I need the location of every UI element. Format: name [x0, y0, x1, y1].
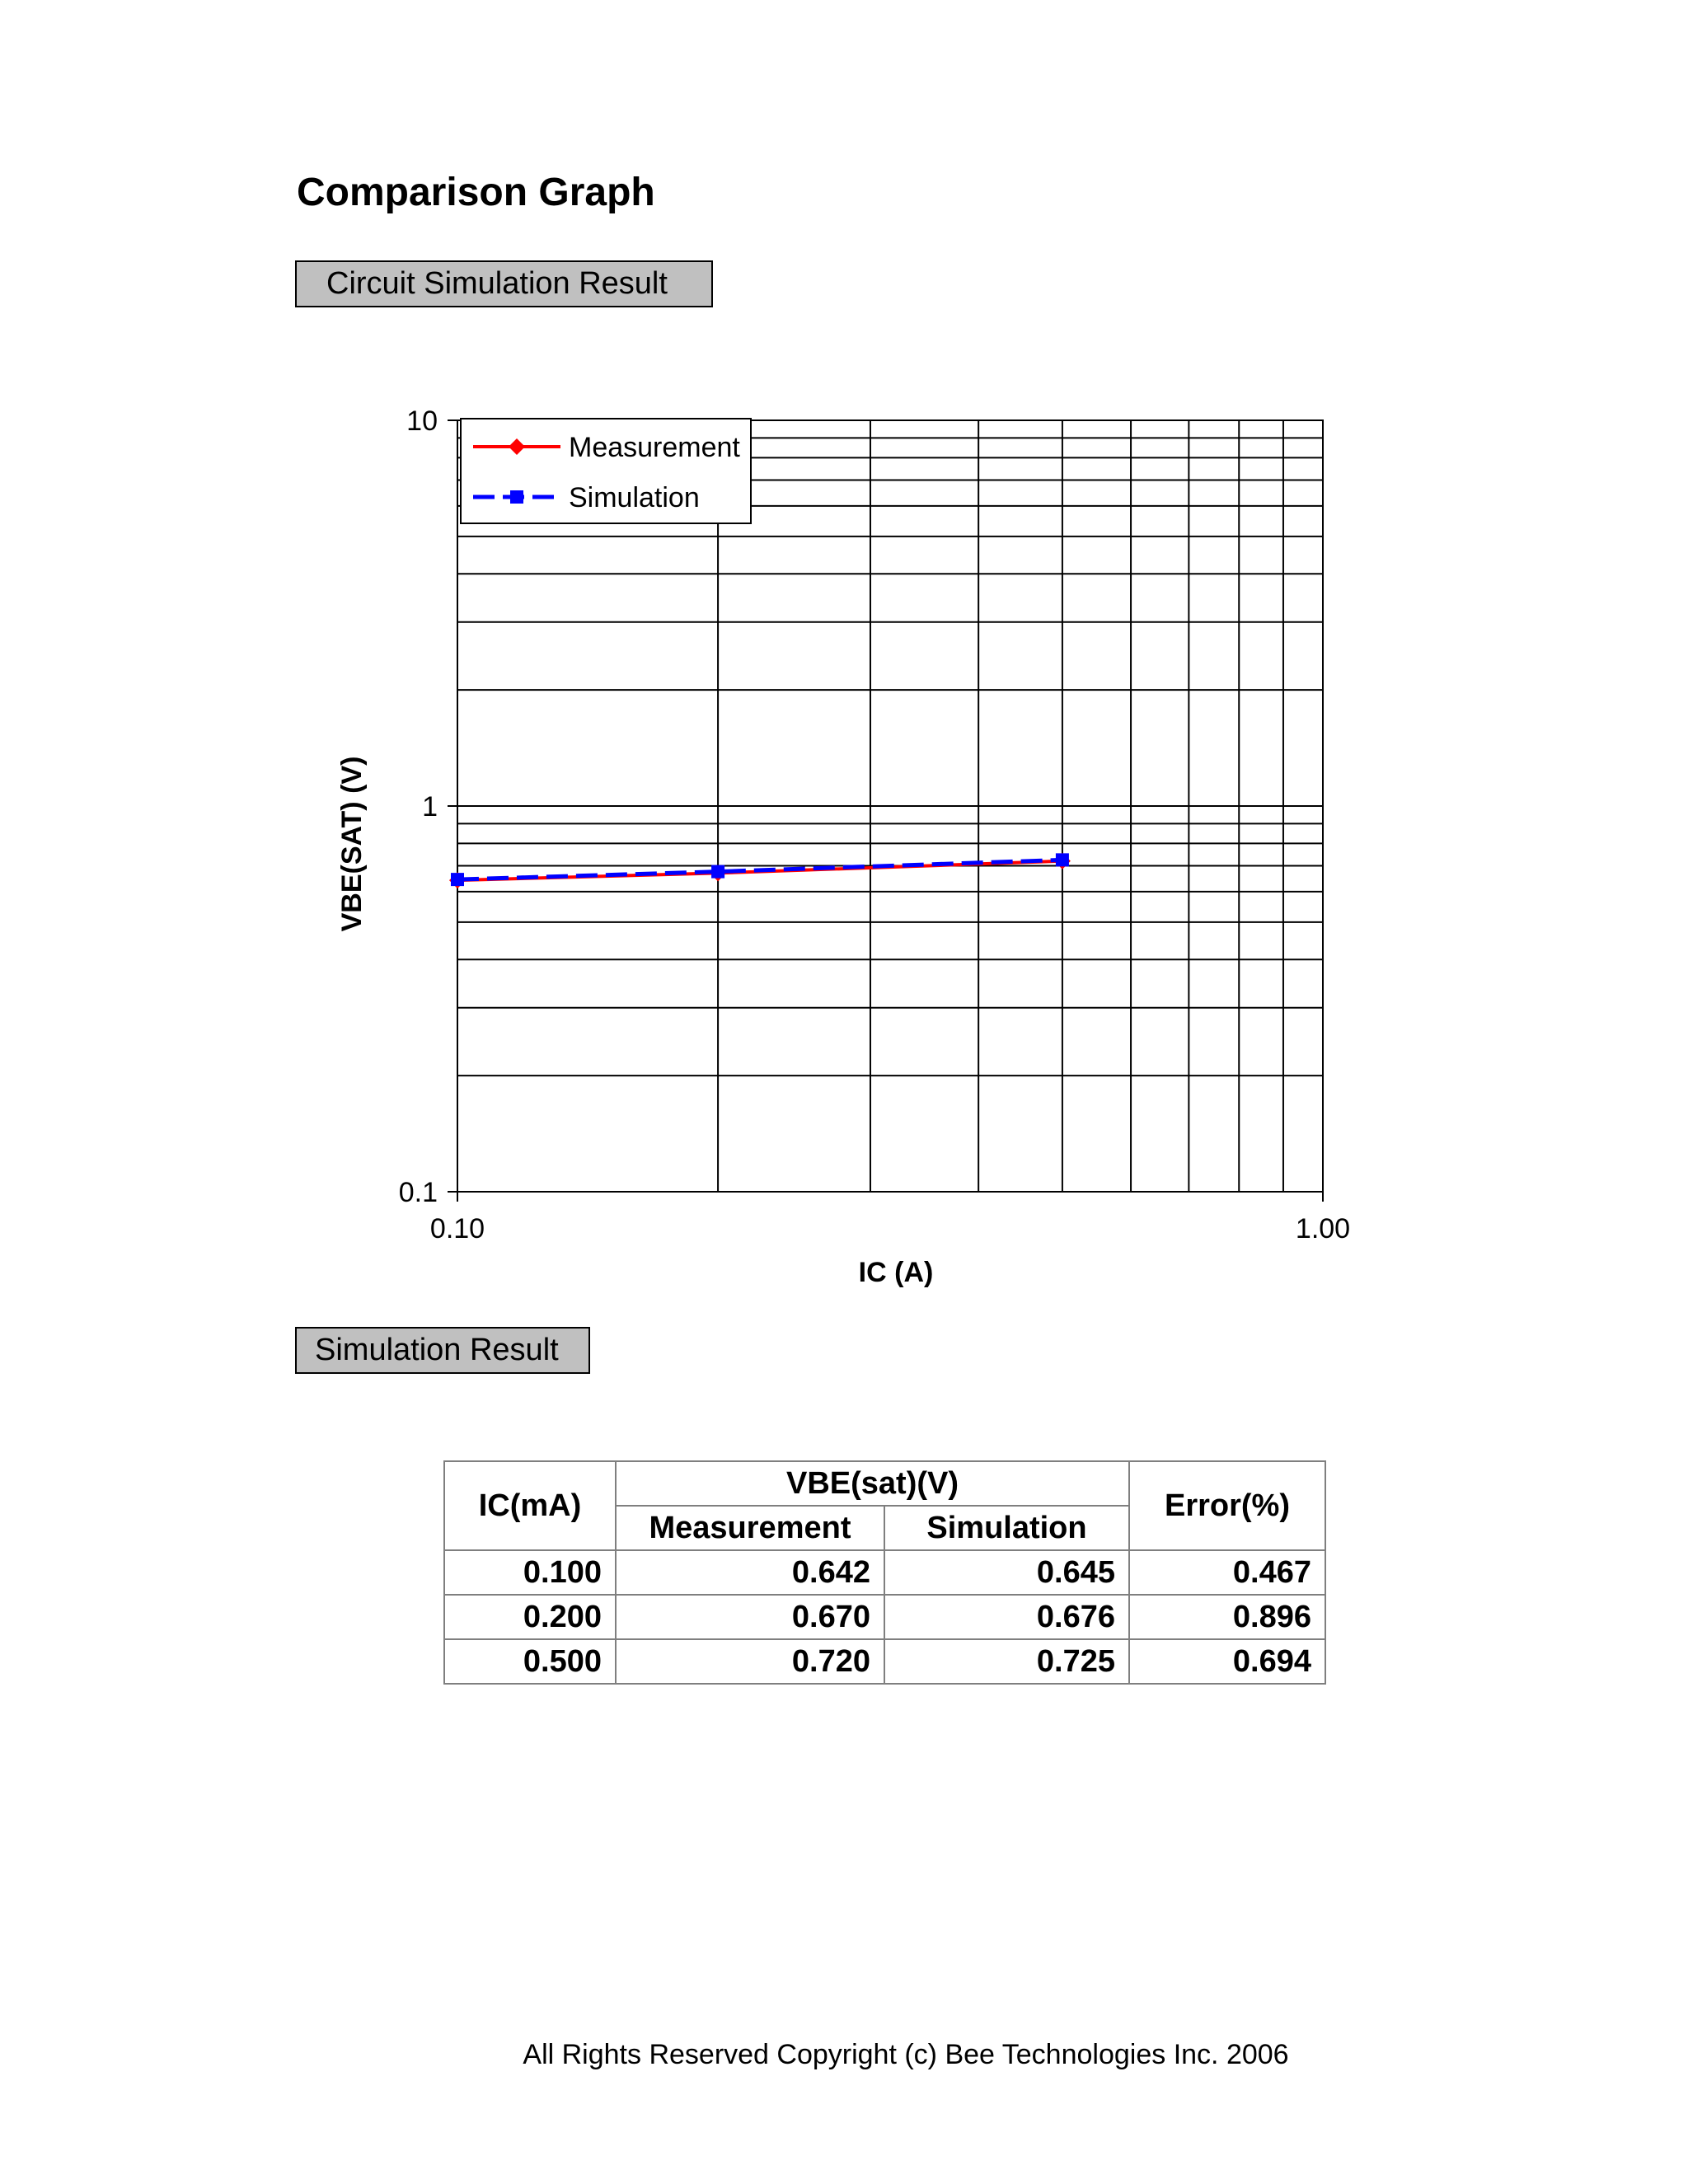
legend-simulation-label: Simulation: [569, 482, 700, 513]
results-table: [443, 1460, 1326, 1685]
table-row: [444, 1550, 1325, 1595]
header-ic: IC(mA): [444, 1461, 616, 1550]
simulation-point: [1056, 853, 1069, 866]
cell-error: 0.896: [1129, 1595, 1325, 1639]
x-tick-label: 0.10: [429, 1213, 485, 1244]
y-tick-label: 1: [422, 791, 438, 823]
cell-measurement: 0.720: [616, 1639, 884, 1684]
cell-error: 0.694: [1129, 1639, 1325, 1684]
x-tick-label: 1.00: [1295, 1213, 1351, 1244]
cell-simulation: 0.725: [884, 1639, 1129, 1684]
cell-simulation: 0.645: [884, 1550, 1129, 1595]
cell-error: 0.467: [1129, 1550, 1325, 1595]
legend: [461, 419, 751, 523]
header-vbe: VBE(sat)(V): [616, 1461, 1129, 1506]
simulation-result-label: [295, 1327, 590, 1374]
simulation-point: [711, 865, 724, 879]
header-error: Error(%): [1129, 1461, 1325, 1550]
y-axis-label: VBE(SAT) (V): [336, 756, 368, 932]
grid-lines: [457, 420, 1323, 1192]
cell-measurement: 0.642: [616, 1550, 884, 1595]
copyright-footer: All Rights Reserved Copyright (c) Bee Technologies Inc. 2006: [523, 2039, 1289, 2070]
header-simulation: Simulation: [884, 1506, 1129, 1550]
simulation-point: [451, 873, 464, 886]
circuit-simulation-result-text: Circuit Simulation Result: [326, 266, 668, 301]
table-row: [444, 1595, 1325, 1639]
table-row: [444, 1639, 1325, 1684]
cell-measurement: 0.670: [616, 1595, 884, 1639]
page-title: Comparison Graph: [297, 171, 655, 214]
y-tick-label: 10: [406, 405, 438, 437]
simulation-result-text: Simulation Result: [315, 1333, 559, 1367]
legend-simulation-marker: [510, 490, 523, 504]
header-measurement: Measurement: [616, 1506, 884, 1550]
cell-simulation: 0.676: [884, 1595, 1129, 1639]
axes: [399, 405, 1350, 1244]
series: [449, 853, 1071, 888]
cell-ic: 0.100: [444, 1550, 616, 1595]
y-tick-label: 0.1: [398, 1177, 438, 1208]
simulation-series-line: [457, 860, 1062, 879]
x-axis-label: IC (A): [858, 1257, 934, 1288]
cell-ic: 0.200: [444, 1595, 616, 1639]
legend-measurement-label: Measurement: [569, 432, 740, 463]
table-header-row: [444, 1461, 1325, 1506]
cell-ic: 0.500: [444, 1639, 616, 1684]
